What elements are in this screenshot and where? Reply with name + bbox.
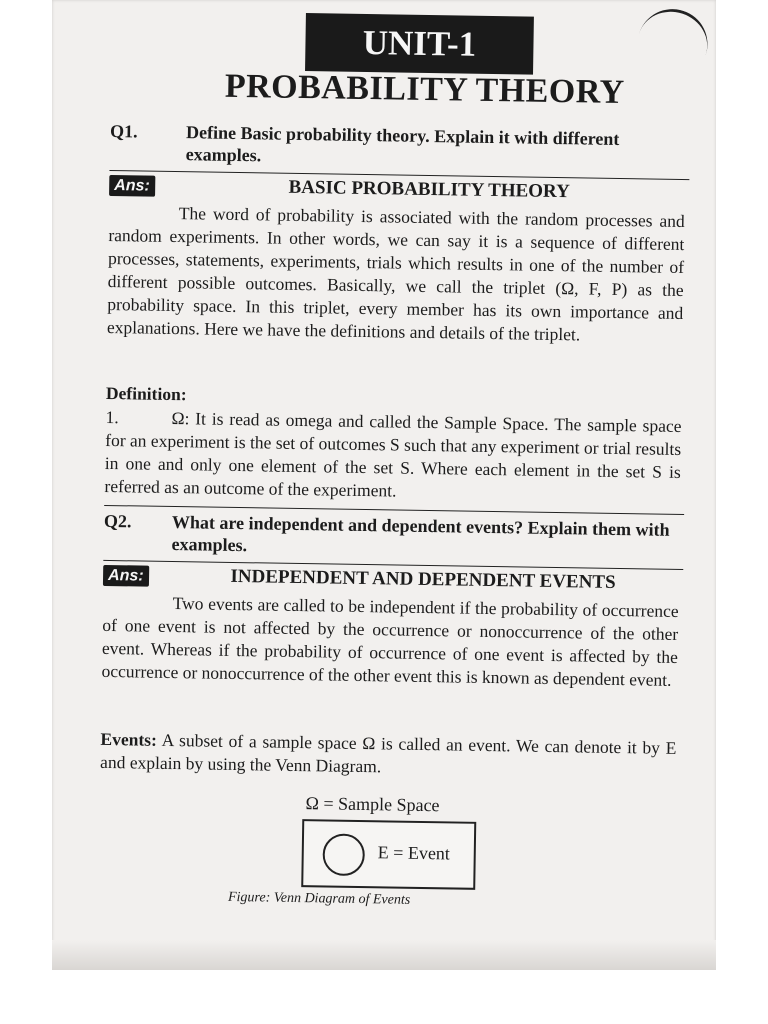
answer-1-paragraph: The word of probability is associated with the random processes and random experiments. In other words, we can say it is a sequence of different processes, statements, experiments, trials which results in one of the number of different possible outcomes. Basically, we call the triplet (Ω, F, P) as the probability space. In this triplet, every member has its own importance and explanations. Here we have the definitions and details of the triplet.	[106, 203, 685, 345]
answer-badge: Ans:	[103, 565, 149, 587]
event-circle	[322, 833, 365, 876]
page-shadow	[52, 940, 716, 970]
events-paragraph	[100, 728, 677, 783]
question-2-text: What are independent and dependent events? Explain them with examples.	[171, 512, 670, 556]
question-1-number: Q1.	[109, 120, 138, 142]
answer-2-paragraph: Two events are called to be independent if the probability of occurrence of one event is not affected by the occurrence or nonoccurrence of the other event. Whereas if the probability of occurrence of one event is affected by the occurrence or nonoccurrence of the other event this is known as dependent event.	[101, 593, 679, 690]
definition-text: Ω: It is read as omega and called the Sample Space. The sample space for an experiment is the set of outcomes S such that any experiment or trial results in one and only one element of the set S. Where each element in the set S is referred as an outcome of the experiment.	[104, 407, 682, 501]
definition-item	[104, 406, 681, 507]
definition-heading: Definition:	[105, 382, 187, 405]
events-text: A subset of a sample space Ω is called an event. We can denote it by E and explain by using the Venn Diagram.	[99, 729, 677, 777]
question-2-number: Q2.	[103, 510, 132, 532]
venn-diagram-box	[301, 819, 476, 890]
event-label: E = Event	[377, 842, 451, 864]
question-1-text: Define Basic probability theory. Explain it with different examples.	[185, 122, 620, 166]
definition-number: 1.	[105, 406, 119, 428]
events-label: Events:	[100, 728, 158, 750]
page-title: PROBABILITY THEORY	[224, 67, 625, 112]
answer-1-heading: BASIC PROBABILITY THEORY	[288, 176, 570, 203]
unit-banner: UNIT-1	[305, 13, 534, 75]
answer-badge: Ans:	[109, 175, 155, 197]
figure-caption: Figure: Venn Diagram of Events	[227, 889, 411, 908]
answer-2-heading: INDEPENDENT AND DEPENDENT EVENTS	[230, 565, 616, 593]
sample-space-label: Ω = Sample Space	[305, 793, 440, 816]
